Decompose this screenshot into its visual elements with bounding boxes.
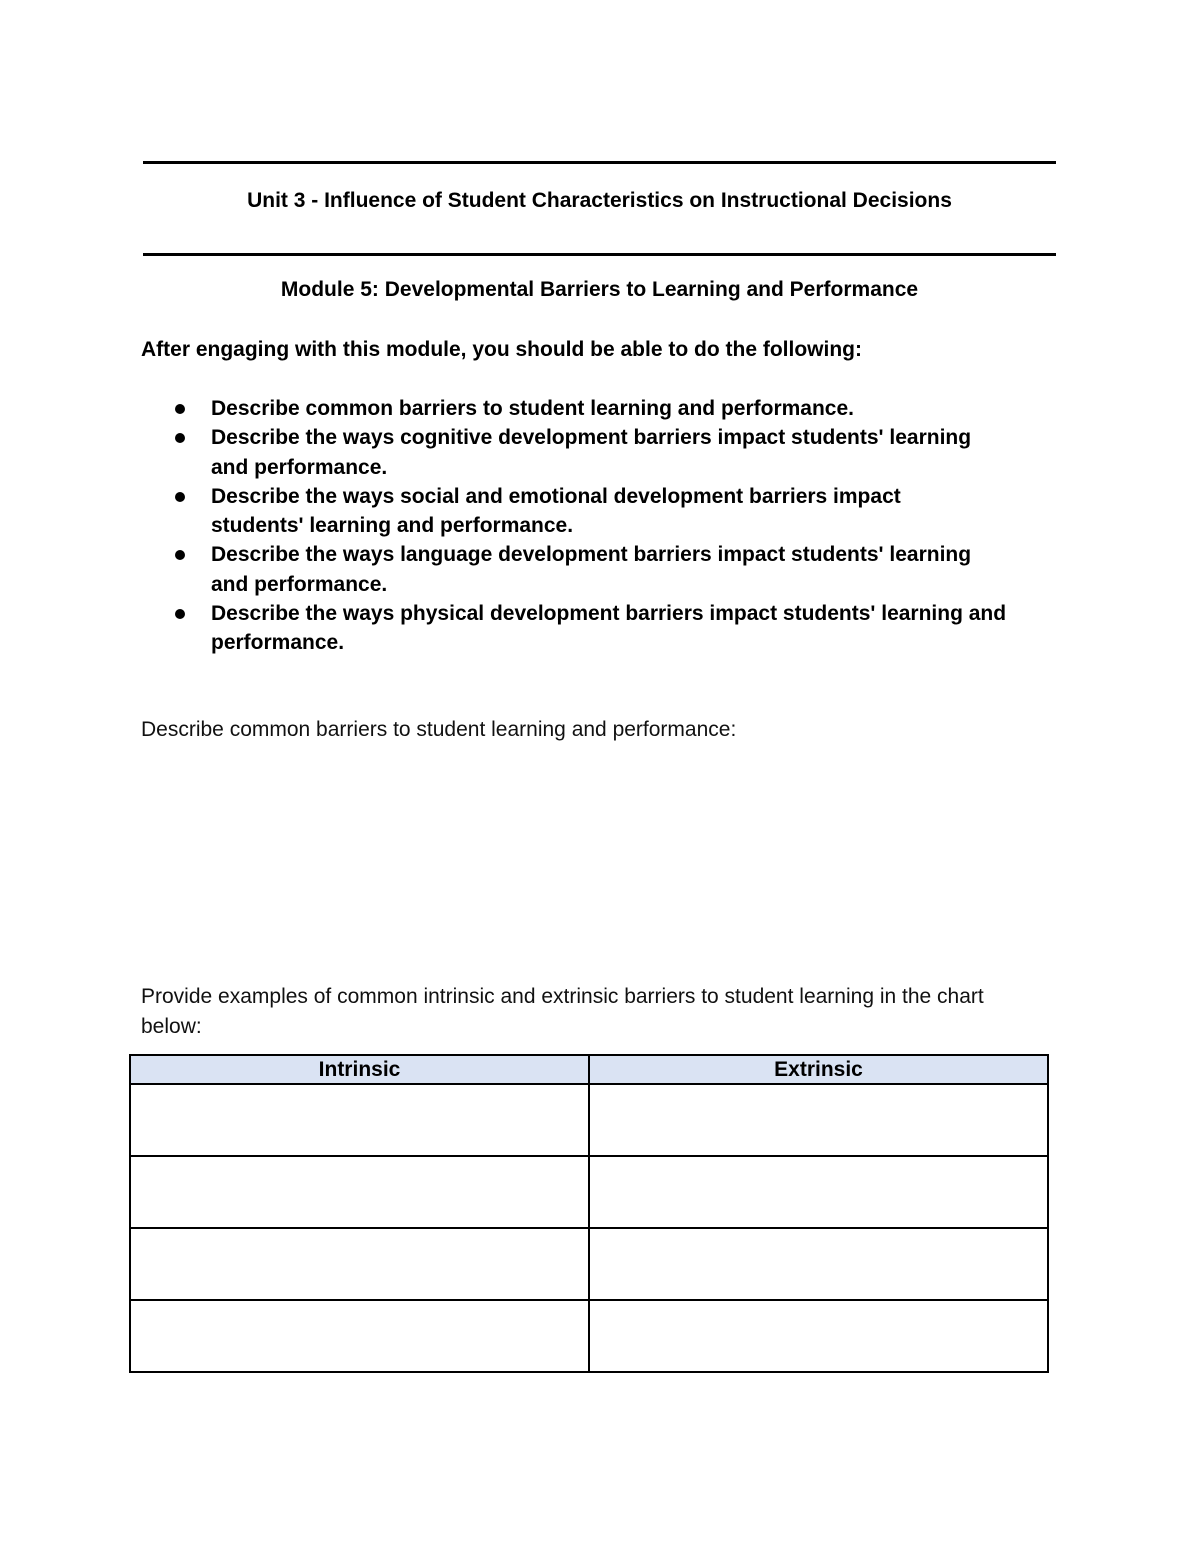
objective-item	[141, 394, 991, 423]
objective-text: Describe the ways physical development barriers impact students' learning and performance.	[211, 602, 1007, 655]
extrinsic-cell[interactable]	[589, 1084, 1048, 1156]
extrinsic-cell[interactable]	[589, 1300, 1048, 1372]
extrinsic-cell[interactable]	[589, 1228, 1048, 1300]
middle-divider-line	[143, 253, 1056, 256]
objective-text: Describe the ways cognitive development barriers impact students' learning and performance.	[211, 426, 972, 479]
bullet-icon	[175, 492, 185, 502]
extrinsic-column-header: Extrinsic	[589, 1055, 1048, 1084]
intrinsic-cell[interactable]	[130, 1228, 589, 1300]
bullet-icon	[175, 404, 185, 414]
objective-item	[141, 540, 991, 599]
intrinsic-cell[interactable]	[130, 1156, 589, 1228]
objectives-intro: After engaging with this module, you should be able to do the following:	[141, 338, 862, 361]
table-row	[130, 1156, 1048, 1228]
chart-prompt: Provide examples of common intrinsic and extrinsic barriers to student learning in the chart below:	[141, 985, 984, 1038]
bullet-icon	[175, 433, 185, 443]
objectives-list	[141, 394, 1061, 658]
objective-item	[141, 423, 991, 482]
top-divider-line	[143, 161, 1056, 164]
objective-item	[141, 482, 991, 541]
bullet-icon	[175, 609, 185, 619]
extrinsic-cell[interactable]	[589, 1156, 1048, 1228]
barriers-table	[129, 1054, 1049, 1373]
unit-title: Unit 3 - Influence of Student Characteristics on Instructional Decisions	[247, 189, 952, 212]
objective-item	[141, 599, 1061, 658]
module-title: Module 5: Developmental Barriers to Learning and Performance	[280, 278, 919, 301]
intrinsic-cell[interactable]	[130, 1300, 589, 1372]
table-row	[130, 1300, 1048, 1372]
intrinsic-column-header: Intrinsic	[130, 1055, 589, 1084]
table-header-row	[130, 1055, 1048, 1084]
objective-text: Describe the ways language development barriers impact students' learning and performance.	[211, 543, 972, 596]
barriers-prompt: Describe common barriers to student learning and performance:	[141, 718, 737, 741]
table-row	[130, 1084, 1048, 1156]
bullet-icon	[175, 550, 185, 560]
intrinsic-cell[interactable]	[130, 1084, 589, 1156]
table-row	[130, 1228, 1048, 1300]
objective-text: Describe common barriers to student learning and performance.	[211, 397, 854, 420]
objective-text: Describe the ways social and emotional development barriers impact students' learning and performance.	[211, 484, 901, 538]
